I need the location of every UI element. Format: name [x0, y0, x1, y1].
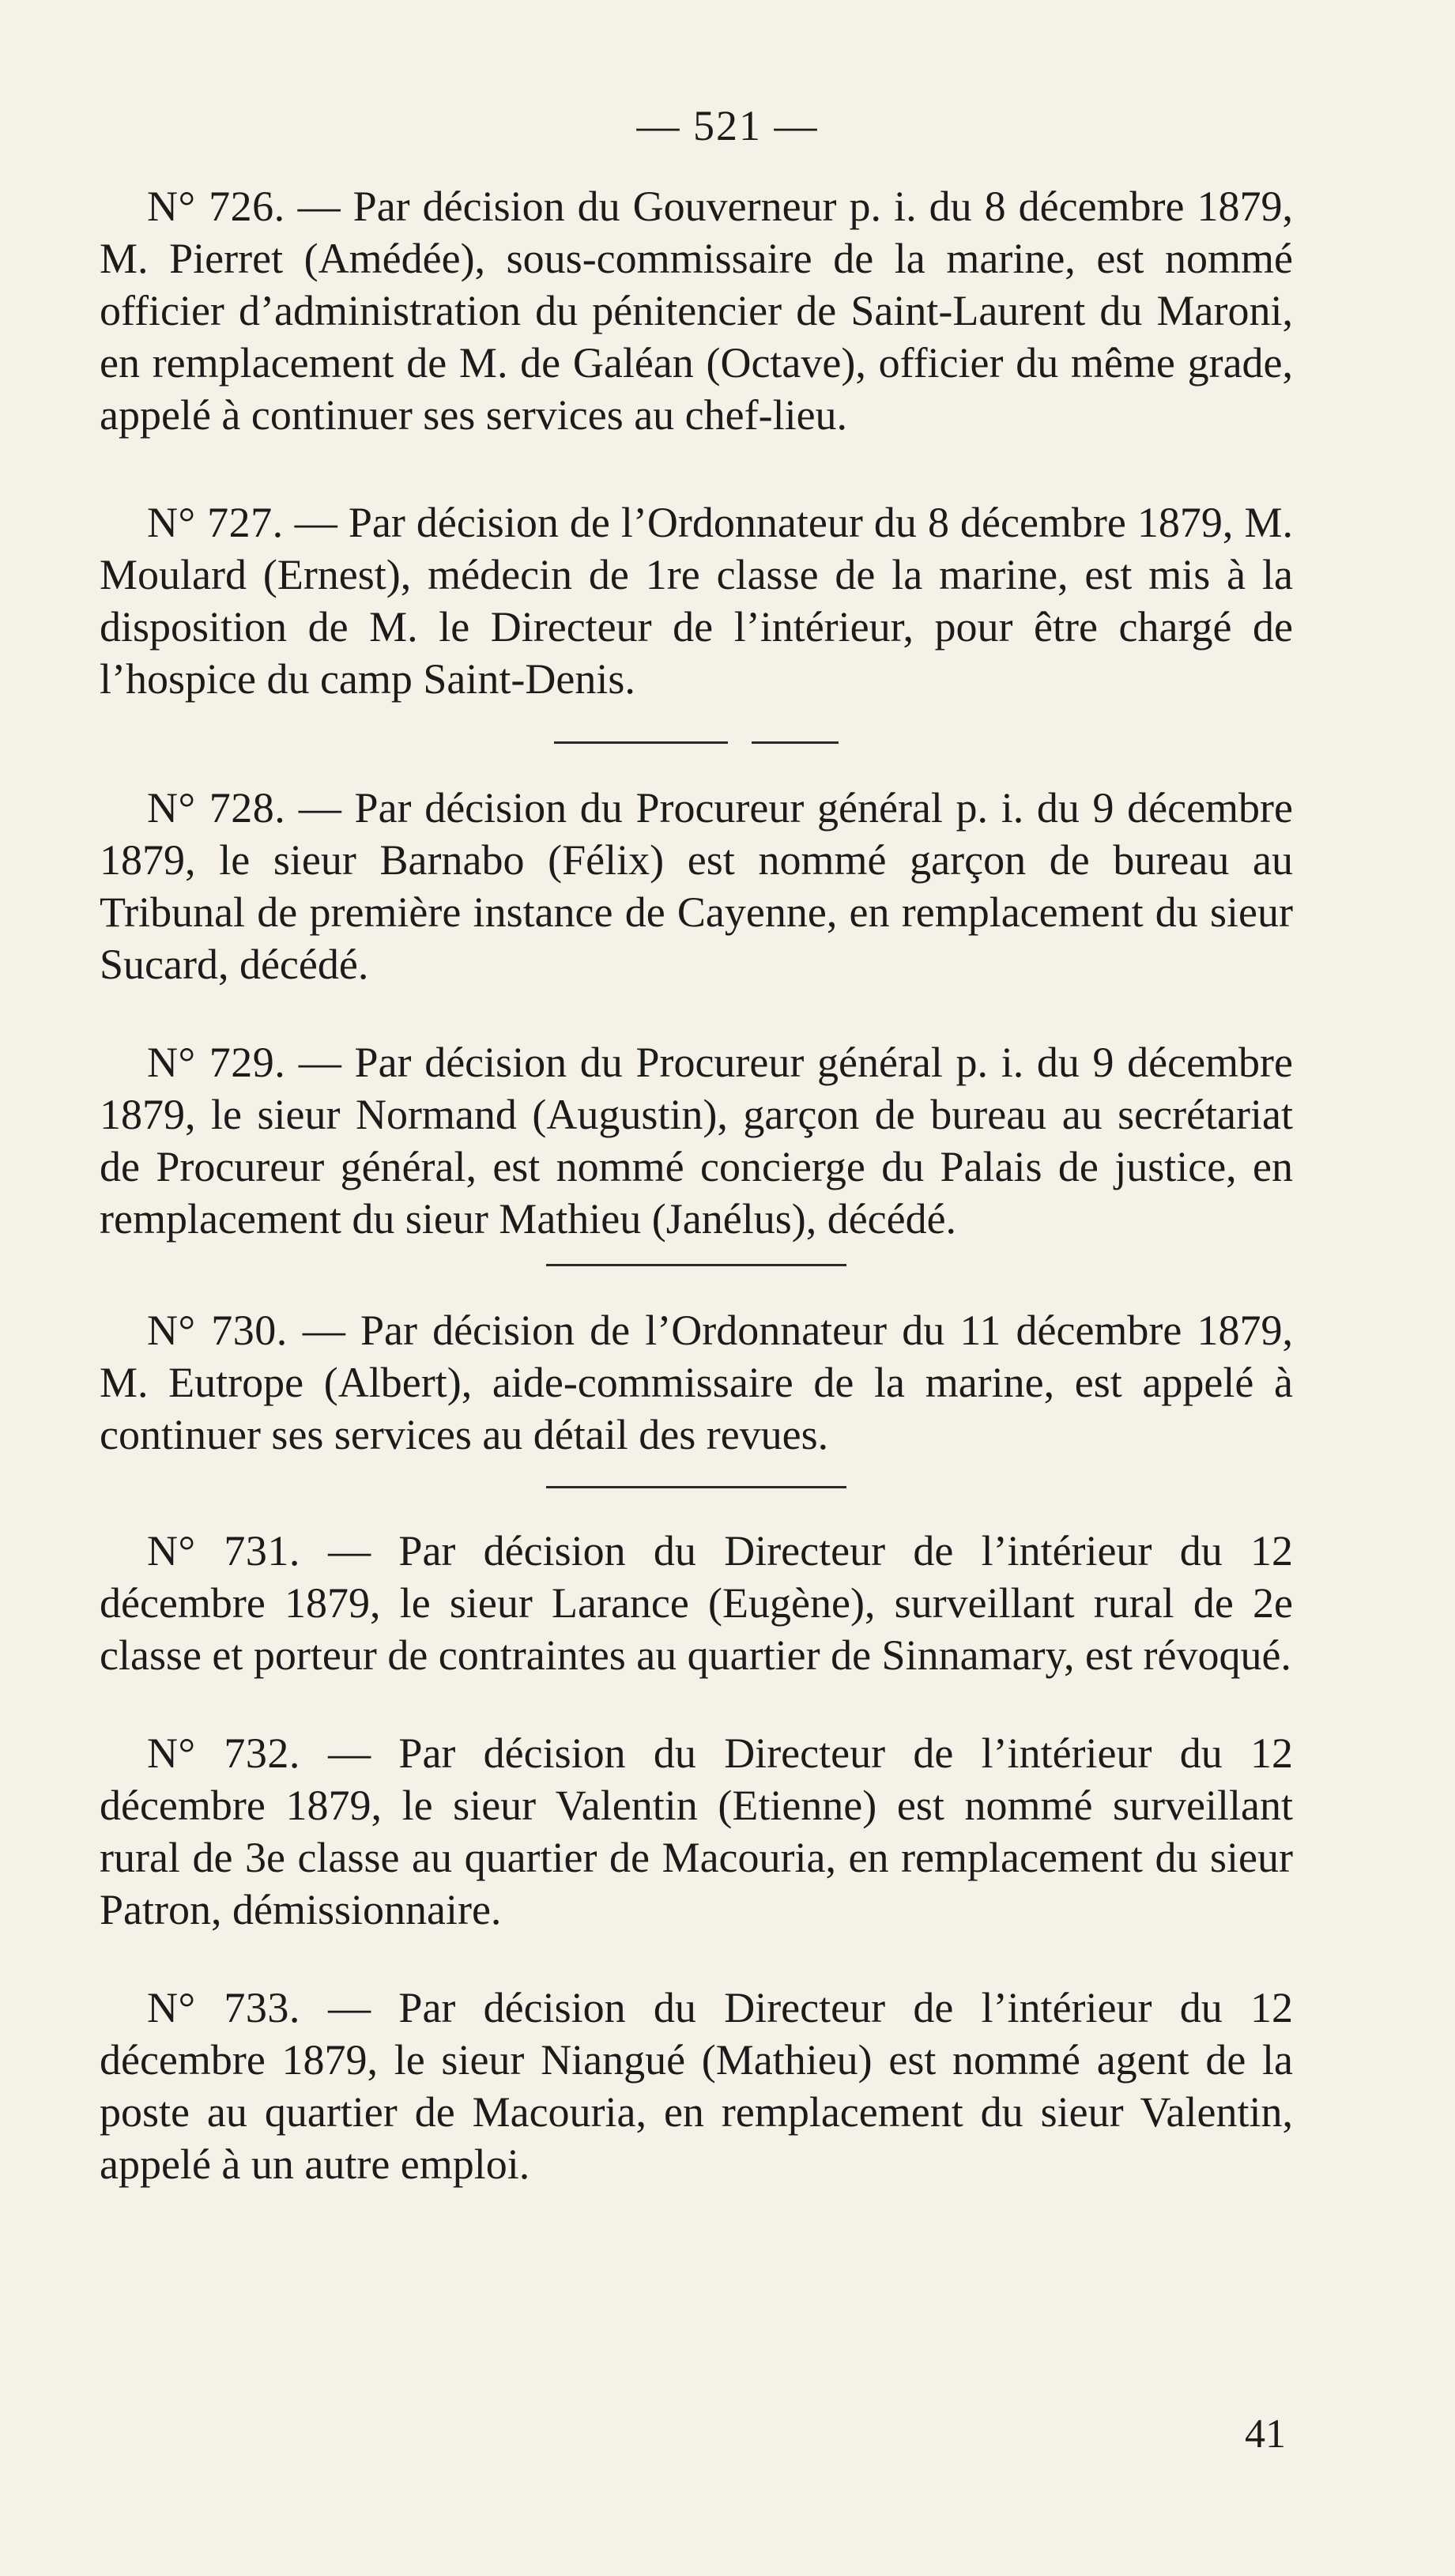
- spacer: [100, 705, 1293, 741]
- entry-number: N° 730.: [147, 1307, 288, 1354]
- entry-728: [100, 782, 1293, 990]
- entry-731: [100, 1525, 1293, 1681]
- entry-729: [100, 1036, 1293, 1245]
- spacer: [100, 744, 1293, 782]
- entry-text: — Par décision du Directeur de l’intérieur du 12 décembre 1879, le sieur Niangué (Mathieu) est nommé agent de la poste au quartier de Macouria, en remplacement du sieur Valentin, appelé à un autre emploi.: [100, 1984, 1294, 2188]
- entry-number: N° 726.: [147, 183, 285, 230]
- entry-text: — Par décision de l’Ordonnateur du 8 décembre 1879, M. Moulard (Ernest), médecin de 1re classe de la marine, est mis à la disposition de M. le Directeur de l’intérieur, pour être chargé de l’hospice du camp Saint-Denis.: [100, 499, 1294, 703]
- spacer: [100, 1681, 1293, 1727]
- spacer: [100, 1936, 1293, 1982]
- entry-text: — Par décision du Procureur général p. i. du 9 décembre 1879, le sieur Barnabo (Félix) est nommé garçon de bureau au Tribunal de première instance de Cayenne, en remplacement du sieur Sucard, décédé.: [100, 784, 1294, 988]
- entry-732: [100, 1727, 1293, 1936]
- entry-number: N° 733.: [147, 1984, 300, 2031]
- entry-text: — Par décision du Gouverneur p. i. du 8 décembre 1879, M. Pierret (Amédée), sous-commissaire de la marine, est nommé officier d’administration du pénitencier de Saint-Laurent du Maroni, en remplacement de M. de Galéan (Octave), officier du même grade, appelé à continuer ses services au chef-lieu.: [100, 183, 1294, 439]
- spacer: [100, 441, 1293, 496]
- entry-number: N° 731.: [147, 1527, 300, 1575]
- entry-number: N° 727.: [147, 499, 284, 546]
- entry-text: — Par décision de l’Ordonnateur du 11 décembre 1879, M. Eutrope (Albert), aide-commissaire de la marine, est appelé à continuer ses services au détail des revues.: [100, 1307, 1293, 1458]
- spacer: [100, 1245, 1293, 1264]
- spacer: [100, 1266, 1293, 1304]
- entry-text: — Par décision du Directeur de l’intérieur du 12 décembre 1879, le sieur Valentin (Etienne) est nommé surveillant rural de 3e classe au quartier de Macouria, en remplacement du sieur Patron, démissionnaire.: [100, 1729, 1294, 1933]
- text-column: [100, 180, 1293, 2190]
- entry-text: — Par décision du Directeur de l’intérieur du 12 décembre 1879, le sieur Larance (Eugène), surveillant rural de 2e classe et porteur de contraintes au quartier de Sinnamary, est révoqué.: [100, 1527, 1294, 1679]
- entry-text: — Par décision du Procureur général p. i. du 9 décembre 1879, le sieur Normand (Augustin), garçon de bureau au secrétariat de Procureur général, est nommé concierge du Palais de justice, en remplacement du sieur Mathieu (Janélus), décédé.: [100, 1039, 1294, 1243]
- separator-rule: [554, 741, 839, 744]
- entry-730: [100, 1304, 1293, 1461]
- entry-733: [100, 1982, 1293, 2190]
- spacer: [100, 1488, 1293, 1525]
- signature-mark: 41: [1245, 2412, 1286, 2457]
- entry-number: N° 728.: [147, 784, 286, 832]
- entry-727: [100, 496, 1293, 705]
- entry-number: N° 729.: [147, 1039, 286, 1086]
- spacer: [100, 1461, 1293, 1486]
- entry-726: [100, 180, 1293, 441]
- spacer: [100, 990, 1293, 1036]
- entry-number: N° 732.: [147, 1729, 300, 1777]
- page-number: — 521 —: [636, 102, 819, 149]
